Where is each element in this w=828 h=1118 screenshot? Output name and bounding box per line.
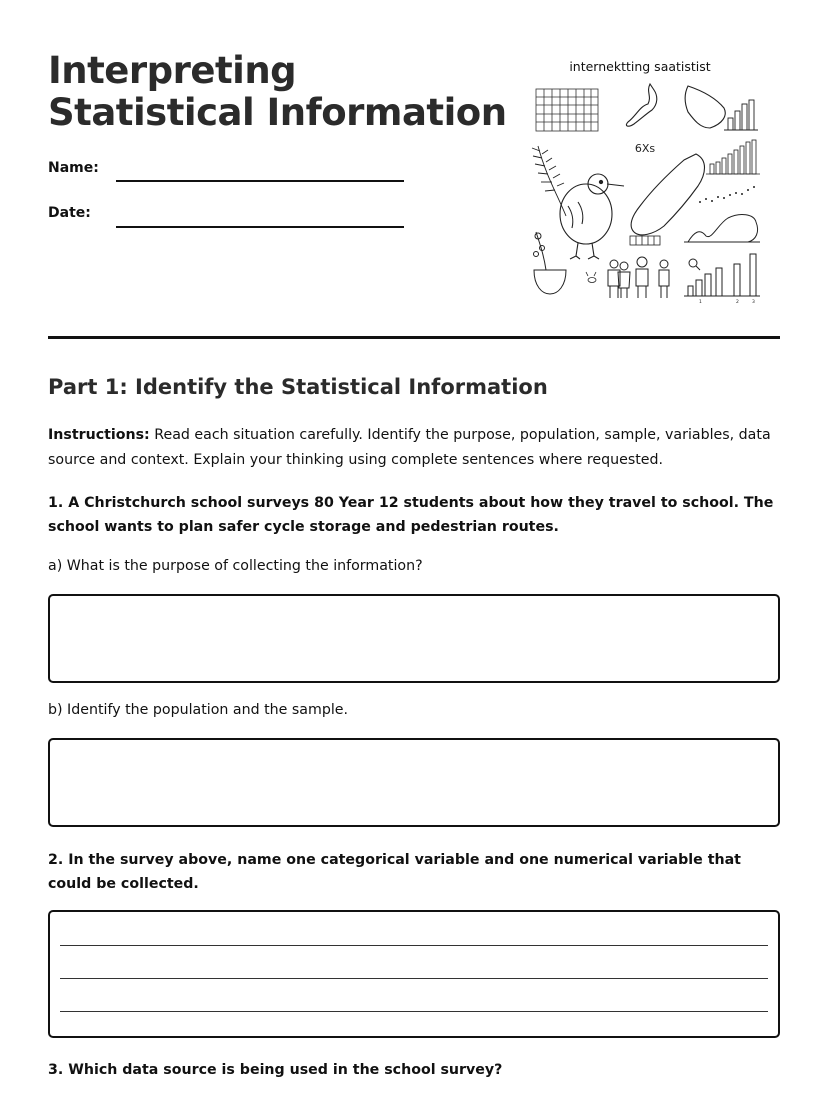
name-field[interactable] <box>116 180 404 182</box>
axis-tick-2: 2 <box>736 300 739 305</box>
question-2: 2. In the survey above, name one categorical variable and one numerical variable that could be collected. <box>48 852 741 892</box>
kiwi-bird-icon <box>560 174 624 259</box>
answer-box-2[interactable] <box>48 910 780 1038</box>
magnifier-icon <box>689 259 700 270</box>
question-1: 1. A Christchurch school surveys 80 Year 12 students about how they travel to school. The school wants to plan safer cycle storage and pedestrian routes. <box>48 495 774 535</box>
question-1b: b) Identify the population and the sample. <box>48 702 349 718</box>
part1-heading: Part 1: Identify the Statistical Information <box>48 375 548 399</box>
answer-box-1b[interactable] <box>48 738 780 827</box>
instructions-label: Instructions: <box>48 427 150 443</box>
writing-line <box>60 1011 768 1012</box>
date-label: Date: <box>48 205 91 221</box>
grid-chart-icon <box>536 89 598 131</box>
name-label: Name: <box>48 160 99 176</box>
writing-line <box>60 978 768 979</box>
axis-tick-1: 1 <box>699 300 702 305</box>
instructions-text: Read each situation carefully. Identify the purpose, population, sample, variables, data source and context. Explain your thinking using complete sentences where requested. <box>48 427 771 468</box>
statistics-illustration <box>528 56 768 306</box>
area-chart-icon <box>684 215 760 242</box>
illustration-badge: 6Xs <box>634 142 656 155</box>
line-chart-icon <box>699 186 755 203</box>
question-3: 3. Which data source is being used in the school survey? <box>48 1062 503 1078</box>
writing-line <box>60 945 768 946</box>
illustration-caption: internektting saatistist <box>569 59 711 74</box>
section-divider <box>48 336 780 339</box>
people-icon <box>608 257 669 298</box>
page-title: Interpreting Statistical Information <box>48 49 507 134</box>
question-1a: a) What is the purpose of collecting the information? <box>48 558 423 574</box>
answer-box-1a[interactable] <box>48 594 780 683</box>
potted-plant-icon <box>534 232 567 294</box>
axis-tick-3: 3 <box>752 300 755 305</box>
date-field[interactable] <box>116 226 404 228</box>
instructions <box>48 423 783 473</box>
north-island-map-icon <box>626 84 656 126</box>
bar-chart-icon <box>724 100 758 130</box>
south-island-map-icon <box>685 86 725 128</box>
